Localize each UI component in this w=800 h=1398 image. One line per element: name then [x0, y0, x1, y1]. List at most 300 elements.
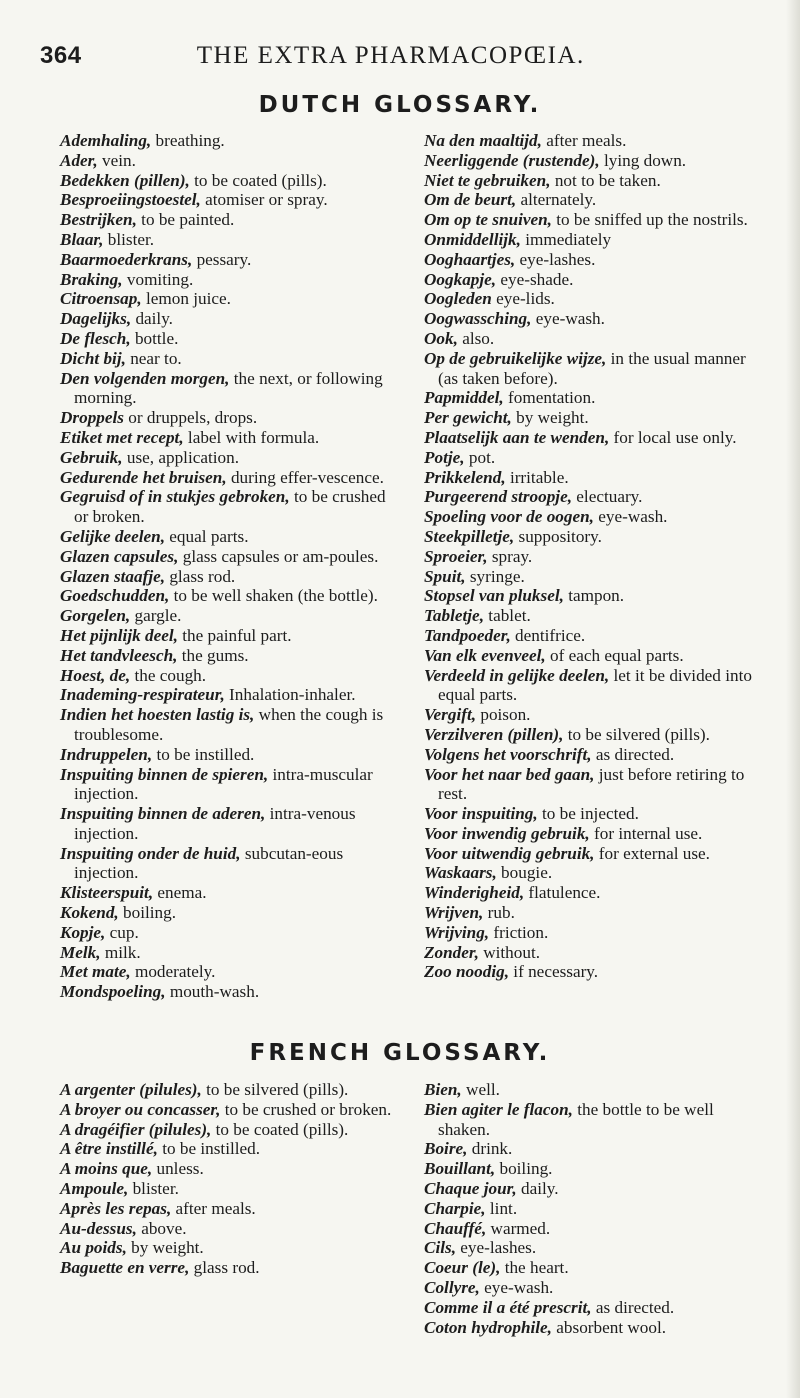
glossary-term: Inspuiting binnen de spieren,	[60, 764, 269, 784]
glossary-entry	[60, 1100, 402, 1120]
glossary-term: Niet te gebruiken,	[424, 170, 551, 190]
glossary-term: Indien het hoesten lastig is,	[60, 705, 255, 725]
dutch-glossary-left-column	[60, 131, 402, 1002]
glossary-term: Gegruisd of in stukjes gebroken,	[60, 487, 290, 507]
dutch-glossary-title: DUTCH GLOSSARY.	[258, 92, 542, 118]
glossary-term: Bestrijken,	[60, 210, 137, 230]
glossary-entry	[424, 1238, 766, 1258]
french-glossary-right-column	[424, 1080, 766, 1337]
glossary-entry	[424, 863, 766, 883]
glossary-entry	[60, 250, 402, 270]
glossary-definition: Inhalation-inhaler.	[224, 685, 356, 705]
glossary-term: Baguette en verre,	[60, 1258, 190, 1278]
glossary-definition: milk.	[100, 942, 141, 962]
glossary-definition: the gums.	[177, 645, 249, 665]
glossary-term: Gedurende het bruisen,	[60, 467, 227, 487]
glossary-term: Met mate,	[60, 962, 131, 982]
glossary-definition: the painful part.	[177, 625, 292, 645]
glossary-definition: spray.	[487, 546, 533, 566]
glossary-term: A être instillé,	[60, 1139, 158, 1159]
glossary-term: Ook,	[424, 328, 458, 348]
glossary-definition: daily.	[516, 1178, 559, 1198]
glossary-definition: gargle.	[130, 606, 182, 626]
glossary-definition: electuary.	[572, 487, 643, 507]
glossary-definition: near to.	[125, 348, 182, 368]
glossary-entry	[60, 270, 402, 290]
glossary-term: Mondspoeling,	[60, 982, 166, 1002]
glossary-definition: as directed.	[591, 1297, 675, 1317]
glossary-term: Papmiddel,	[424, 388, 504, 408]
glossary-term: Voor inwendig gebruik,	[424, 823, 590, 843]
glossary-entry	[60, 666, 402, 686]
glossary-entry	[60, 646, 402, 666]
glossary-entry	[424, 705, 766, 725]
glossary-term: Inspuiting onder de huid,	[60, 843, 241, 863]
glossary-entry	[424, 1278, 766, 1298]
glossary-definition: eye-lashes.	[515, 249, 596, 269]
glossary-entry	[424, 230, 766, 250]
glossary-definition: eye-lids.	[491, 289, 555, 309]
glossary-term: Goedschudden,	[60, 586, 170, 606]
glossary-entry	[424, 1258, 766, 1278]
glossary-entry	[60, 210, 402, 230]
glossary-term: Boire,	[424, 1139, 468, 1159]
glossary-definition: breathing.	[151, 131, 225, 150]
glossary-term: Inspuiting binnen de aderen,	[60, 804, 266, 824]
glossary-entry	[424, 883, 766, 903]
glossary-term: Dicht bij,	[60, 348, 126, 368]
glossary-term: Chaque jour,	[424, 1178, 517, 1198]
glossary-term: Plaatselijk aan te wenden,	[424, 427, 610, 447]
glossary-entry	[60, 943, 402, 963]
glossary-term: Gebruik,	[60, 447, 123, 467]
glossary-entry	[424, 547, 766, 567]
glossary-term: Oogleden	[424, 289, 492, 309]
glossary-entry	[60, 567, 402, 587]
glossary-definition: the bottle to be well shaken.	[438, 1099, 714, 1139]
glossary-entry	[424, 1219, 766, 1239]
glossary-term: Volgens het voorschrift,	[424, 744, 592, 764]
glossary-definition: the next, or following morning.	[74, 368, 383, 408]
glossary-term: Het pijnlijk deel,	[60, 625, 178, 645]
glossary-entry	[424, 151, 766, 171]
glossary-term: Tandpoeder,	[424, 625, 511, 645]
glossary-definition: alternately.	[516, 190, 597, 210]
glossary-entry	[424, 1318, 766, 1338]
glossary-term: Prikkelend,	[424, 467, 506, 487]
glossary-entry	[60, 448, 402, 468]
glossary-definition: for internal use.	[589, 823, 703, 843]
glossary-term: Ampoule,	[60, 1178, 129, 1198]
glossary-definition: after meals.	[541, 131, 627, 150]
glossary-term: Charpie,	[424, 1198, 486, 1218]
glossary-definition: not to be taken.	[550, 170, 661, 190]
glossary-entry	[424, 1080, 766, 1100]
glossary-definition: lemon juice.	[141, 289, 231, 309]
glossary-definition: for local use only.	[609, 427, 737, 447]
glossary-definition: drink.	[467, 1139, 513, 1159]
glossary-definition: the heart.	[500, 1258, 569, 1278]
glossary-term: Glazen staafje,	[60, 566, 166, 586]
glossary-definition: vomiting.	[122, 269, 194, 289]
glossary-entry	[424, 171, 766, 191]
glossary-definition: to be painted.	[136, 210, 235, 230]
glossary-entry	[60, 1139, 402, 1159]
glossary-term: Collyre,	[424, 1277, 480, 1297]
glossary-definition: unless.	[152, 1159, 204, 1179]
glossary-entry	[60, 527, 402, 547]
glossary-entry	[424, 309, 766, 329]
glossary-definition: tampon.	[563, 586, 625, 606]
glossary-entry	[424, 646, 766, 666]
glossary-term: Zoo noodig,	[424, 962, 509, 982]
glossary-term: Braking,	[60, 269, 123, 289]
glossary-definition: of each equal parts.	[545, 645, 684, 665]
glossary-term: Klisteerspuit,	[60, 883, 154, 903]
glossary-definition: eye-wash.	[479, 1277, 554, 1297]
glossary-term: Neerliggende (rustende),	[424, 150, 600, 170]
glossary-definition: when the cough is troublesome.	[74, 705, 384, 744]
glossary-definition: if necessary.	[509, 962, 599, 982]
glossary-definition: eye-shade.	[496, 269, 574, 289]
glossary-definition: for external use.	[594, 843, 710, 863]
glossary-entry	[60, 1080, 402, 1100]
glossary-term: Besproeiingstoestel,	[60, 190, 201, 210]
glossary-entry	[60, 1238, 402, 1258]
glossary-entry	[424, 289, 766, 309]
glossary-definition: enema.	[153, 883, 207, 903]
glossary-definition: boiling.	[495, 1159, 553, 1179]
glossary-term: Den volgenden morgen,	[60, 368, 230, 388]
glossary-term: Chauffé,	[424, 1218, 487, 1238]
glossary-definition: cup.	[105, 922, 139, 942]
glossary-term: Spoeling voor de oogen,	[424, 507, 594, 527]
glossary-term: Kopje,	[60, 922, 106, 942]
glossary-term: Bouillant,	[424, 1159, 496, 1179]
glossary-entry	[424, 824, 766, 844]
glossary-definition: label with formula.	[183, 427, 320, 447]
glossary-definition: daily.	[131, 309, 173, 329]
glossary-definition: intra-venous injection.	[74, 804, 356, 843]
glossary-definition: vein.	[97, 150, 136, 170]
glossary-definition: to be well shaken (the bottle).	[169, 586, 378, 606]
glossary-entry	[60, 685, 402, 705]
glossary-term: Voor inspuiting,	[424, 804, 538, 824]
glossary-entry	[424, 329, 766, 349]
glossary-term: Ader,	[60, 150, 98, 170]
glossary-entry	[60, 923, 402, 943]
glossary-term: Citroensap,	[60, 289, 142, 309]
glossary-definition: to be coated (pills).	[189, 170, 327, 190]
glossary-definition: pessary.	[192, 249, 252, 269]
glossary-entry	[424, 725, 766, 745]
glossary-definition: mouth-wash.	[165, 982, 260, 1002]
glossary-definition: intra-muscular injection.	[74, 764, 373, 804]
glossary-entry	[60, 230, 402, 250]
glossary-term: Na den maaltijd,	[424, 131, 542, 150]
glossary-term: Coton hydrophile,	[424, 1317, 552, 1337]
glossary-definition: to be instilled.	[157, 1139, 261, 1159]
glossary-entry	[424, 1179, 766, 1199]
glossary-entry	[424, 923, 766, 943]
glossary-definition: above.	[136, 1218, 187, 1238]
glossary-term: Om op te snuiven,	[424, 210, 552, 230]
glossary-entry	[60, 369, 402, 409]
glossary-definition: warmed.	[486, 1218, 551, 1238]
glossary-entry	[424, 943, 766, 963]
glossary-entry	[60, 131, 402, 151]
glossary-entry	[424, 1159, 766, 1179]
glossary-definition: by weight.	[126, 1238, 204, 1258]
glossary-entry	[60, 309, 402, 329]
glossary-entry	[60, 151, 402, 171]
glossary-term: Zonder,	[424, 942, 479, 962]
glossary-definition: atomiser or spray.	[200, 190, 328, 210]
glossary-term: Après les repas,	[60, 1198, 172, 1218]
glossary-definition: in the usual manner (as taken before).	[438, 348, 746, 388]
glossary-term: Droppels	[60, 408, 124, 428]
glossary-term: Potje,	[424, 447, 465, 467]
glossary-definition: bougie.	[496, 863, 553, 883]
glossary-entry	[424, 388, 766, 408]
glossary-definition: flatulence.	[524, 883, 601, 903]
glossary-term: Van elk evenveel,	[424, 645, 546, 665]
glossary-entry	[424, 844, 766, 864]
glossary-entry	[60, 289, 402, 309]
glossary-definition: glass rod.	[165, 566, 236, 586]
glossary-definition: the cough.	[130, 665, 207, 685]
glossary-definition: to be sniffed up the nostrils.	[551, 210, 748, 230]
glossary-definition: just before retiring to rest.	[438, 764, 745, 804]
glossary-entry	[60, 883, 402, 903]
glossary-term: Blaar,	[60, 229, 104, 249]
glossary-entry	[424, 626, 766, 646]
glossary-term: Gorgelen,	[60, 606, 131, 626]
dutch-glossary-right-column	[424, 131, 766, 982]
glossary-entry	[60, 606, 402, 626]
glossary-entry	[60, 349, 402, 369]
glossary-term: Spuit,	[424, 566, 466, 586]
glossary-entry	[60, 329, 402, 349]
glossary-entry	[60, 962, 402, 982]
glossary-term: Kokend,	[60, 903, 119, 923]
page-edge-shadow	[786, 0, 800, 1398]
glossary-entry	[60, 1258, 402, 1278]
running-title: THE EXTRA PHARMACOPŒIA.	[196, 42, 585, 69]
glossary-definition: subcutan-eous injection.	[74, 843, 344, 883]
glossary-entry	[424, 250, 766, 270]
glossary-term: A argenter (pilules),	[60, 1080, 202, 1099]
glossary-term: De flesch,	[60, 328, 131, 348]
glossary-term: Voor uitwendig gebruik,	[424, 843, 595, 863]
glossary-entry	[424, 468, 766, 488]
glossary-entry	[424, 408, 766, 428]
glossary-term: Oogkapje,	[424, 269, 497, 289]
glossary-definition: pot.	[464, 447, 496, 467]
page-number: 364	[40, 42, 82, 69]
glossary-entry	[424, 1139, 766, 1159]
french-glossary-title: FRENCH GLOSSARY.	[249, 1040, 551, 1066]
glossary-definition: without.	[478, 942, 541, 962]
glossary-entry	[60, 1159, 402, 1179]
glossary-entry	[60, 1120, 402, 1140]
glossary-term: Ooghaartjes,	[424, 249, 516, 269]
glossary-term: Om de beurt,	[424, 190, 517, 210]
glossary-definition: poison.	[476, 705, 531, 725]
glossary-term: Waskaars,	[424, 863, 497, 883]
glossary-term: Bien agiter le flacon,	[424, 1099, 573, 1119]
glossary-entry	[60, 903, 402, 923]
glossary-entry	[60, 626, 402, 646]
glossary-term: Baarmoederkrans,	[60, 249, 193, 269]
glossary-entry	[424, 606, 766, 626]
glossary-entry	[424, 507, 766, 527]
glossary-definition: blister.	[128, 1178, 179, 1198]
glossary-entry	[424, 527, 766, 547]
glossary-term: Oogwassching,	[424, 309, 532, 329]
glossary-term: Stopsel van pluksel,	[424, 586, 564, 606]
glossary-definition: friction.	[489, 922, 549, 942]
glossary-term: Ademhaling,	[60, 131, 152, 150]
glossary-entry	[60, 547, 402, 567]
glossary-definition: bottle.	[130, 328, 179, 348]
glossary-term: Hoest, de,	[60, 665, 131, 685]
glossary-term: Verdeeld in gelijke deelen,	[424, 665, 610, 685]
glossary-entry	[60, 586, 402, 606]
page-header	[40, 42, 760, 70]
glossary-definition: boiling.	[118, 903, 177, 923]
glossary-definition: to be silvered (pills).	[201, 1080, 349, 1099]
glossary-definition: to be injected.	[537, 804, 639, 824]
glossary-entry	[424, 1298, 766, 1318]
glossary-term: Indruppelen,	[60, 744, 153, 764]
glossary-entry	[60, 1219, 402, 1239]
glossary-definition: absorbent wool.	[551, 1317, 667, 1337]
glossary-definition: fomentation.	[503, 388, 596, 408]
glossary-entry	[424, 903, 766, 923]
glossary-definition: let it be divided into equal parts.	[438, 665, 752, 705]
glossary-term: Tabletje,	[424, 606, 484, 626]
glossary-term: Per gewicht,	[424, 408, 512, 428]
glossary-entry	[424, 666, 766, 706]
glossary-definition: syringe.	[465, 566, 525, 586]
glossary-definition: to be coated (pills).	[211, 1119, 349, 1139]
glossary-entry	[424, 804, 766, 824]
glossary-term: Coeur (le),	[424, 1258, 501, 1278]
glossary-term: Onmiddellijk,	[424, 229, 521, 249]
glossary-entry	[424, 270, 766, 290]
glossary-term: Verzilveren (pillen),	[424, 724, 564, 744]
glossary-term: Wrijven,	[424, 903, 484, 923]
glossary-definition: glass rod.	[189, 1258, 260, 1278]
glossary-definition: to be instilled.	[152, 744, 255, 764]
glossary-entry	[60, 408, 402, 428]
glossary-entry	[60, 765, 402, 805]
glossary-entry	[424, 1199, 766, 1219]
glossary-entry	[60, 982, 402, 1002]
glossary-entry	[424, 448, 766, 468]
glossary-definition: lying down.	[599, 150, 687, 170]
glossary-term: Het tandvleesch,	[60, 645, 178, 665]
glossary-term: Winderigheid,	[424, 883, 525, 903]
glossary-entry	[60, 1179, 402, 1199]
glossary-definition: lint.	[485, 1198, 518, 1218]
glossary-definition: to be silvered (pills).	[563, 724, 710, 744]
glossary-term: Au poids,	[60, 1238, 127, 1258]
glossary-term: Melk,	[60, 942, 101, 962]
glossary-definition: suppository.	[514, 526, 602, 546]
glossary-term: Cils,	[424, 1238, 456, 1258]
glossary-term: Au-dessus,	[60, 1218, 137, 1238]
glossary-entry	[424, 745, 766, 765]
french-glossary-left-column	[60, 1080, 402, 1278]
glossary-definition: eye-wash.	[531, 309, 605, 329]
glossary-term: Dagelijks,	[60, 309, 132, 329]
glossary-entry	[424, 210, 766, 230]
glossary-entry	[60, 804, 402, 844]
glossary-definition: dentifrice.	[510, 625, 586, 645]
glossary-entry	[60, 487, 402, 527]
glossary-term: Inademing-respirateur,	[60, 685, 225, 705]
glossary-entry	[424, 131, 766, 151]
glossary-term: Gelijke deelen,	[60, 526, 165, 546]
glossary-definition: during effer-vescence.	[226, 467, 384, 487]
glossary-term: Bedekken (pillen),	[60, 170, 190, 190]
glossary-term: Op de gebruikelijke wijze,	[424, 348, 607, 368]
glossary-definition: irritable.	[505, 467, 569, 487]
glossary-entry	[60, 428, 402, 448]
glossary-definition: also.	[457, 328, 495, 348]
glossary-definition: to be crushed or broken.	[74, 487, 386, 527]
glossary-term: Purgeerend stroopje,	[424, 487, 572, 507]
glossary-entry	[60, 171, 402, 191]
glossary-entry	[60, 844, 402, 884]
glossary-term: Vergift,	[424, 705, 477, 725]
glossary-entry	[424, 349, 766, 389]
glossary-definition: as directed.	[591, 744, 675, 764]
glossary-term: Comme il a été prescrit,	[424, 1297, 592, 1317]
glossary-entry	[60, 190, 402, 210]
glossary-term: Sproeier,	[424, 546, 488, 566]
glossary-entry	[60, 705, 402, 745]
glossary-entry	[424, 428, 766, 448]
glossary-term: Glazen capsules,	[60, 546, 179, 566]
glossary-term: A dragéifier (pilules),	[60, 1119, 212, 1139]
glossary-entry	[424, 1100, 766, 1140]
glossary-entry	[424, 962, 766, 982]
glossary-definition: equal parts.	[165, 526, 249, 546]
glossary-definition: after meals.	[171, 1198, 256, 1218]
glossary-definition: eye-lashes.	[456, 1238, 537, 1258]
glossary-entry	[60, 1199, 402, 1219]
glossary-entry	[424, 567, 766, 587]
glossary-definition: moderately.	[130, 962, 216, 982]
glossary-term: A moins que,	[60, 1159, 153, 1179]
glossary-term: Bien,	[424, 1080, 462, 1099]
glossary-entry	[424, 190, 766, 210]
glossary-term: Steekpilletje,	[424, 526, 515, 546]
glossary-definition: eye-wash.	[593, 507, 668, 527]
glossary-entry	[424, 487, 766, 507]
glossary-definition: or druppels, drops.	[123, 408, 258, 428]
glossary-term: Voor het naar bed gaan,	[424, 764, 595, 784]
glossary-term: A broyer ou concasser,	[60, 1099, 221, 1119]
glossary-term: Etiket met recept,	[60, 427, 184, 447]
glossary-entry	[424, 586, 766, 606]
glossary-definition: glass capsules or am-poules.	[178, 546, 379, 566]
glossary-definition: use, application.	[122, 447, 240, 467]
glossary-definition: blister.	[103, 229, 155, 249]
